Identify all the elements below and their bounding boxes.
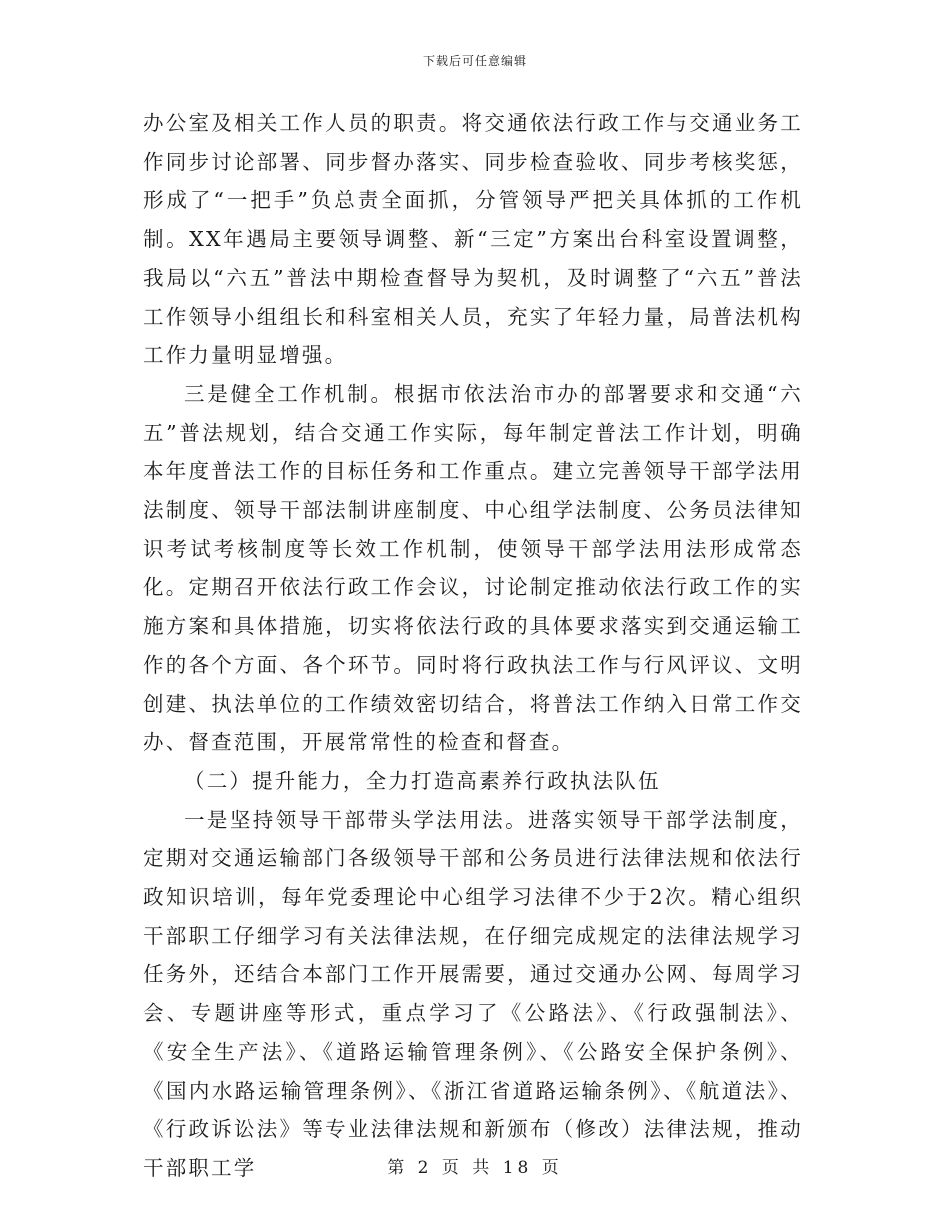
page-header: 下载后可任意编辑: [422, 54, 527, 68]
paragraph-continuation: 办公室及相关工作人员的职责。将交通依法行政工作与交通业务工作同步讨论部署、同步督办落实、同步检查验收、同步考核奖惩，形成了“一把手”负总责全面抓，分管领导严把关具体抓的工作机制。XX年遇局主要领导调整、新“三定”方案出台科室设置调整，我局以“六五”普法中期检查督导为契机，及时调整了“六五”普法工作领导小组组长和科室相关人员，充实了年轻力量，局普法机构工作力量明显增强。: [143, 111, 803, 368]
paragraph-work-mechanism: 三是健全工作机制。根据市依法治市办的部署要求和交通“六五”普法规划，结合交通工作实际，每年制定普法工作计划，明确本年度普法工作的目标任务和工作重点。建立完善领导干部学法用法制度、领导干部法制讲座制度、中心组学法制度、公务员法律知识考试考核制度等长效工作机制，使领导干部学法用法形成常态化。定期召开依法行政工作会议，讨论制定推动依法行政工作的实施方案和具体措施，切实将依法行政的具体要求落实到交通运输工作的各个方面、各个环节。同时将行政执法工作与行风评议、文明创建、执法单位的工作绩效密切结合，将普法工作纳入日常工作交办、督查范围，开展常常性的检查和督查。: [143, 381, 803, 755]
page-footer: 第 2 页 共 18 页: [387, 1158, 563, 1178]
section-heading: （二）提升能力，全力打造高素养行政执法队伍: [184, 768, 661, 793]
document-body: [143, 104, 803, 1188]
paragraph-leadership-study: 一是坚持领导干部带头学法用法。进落实领导干部学法制度，定期对交通运输部门各级领导干部和公务员进行法律法规和依法行政知识培训，每年党委理论中心组学习法律不少于2次。精心组织干部职工仔细学习有关法律法规，在仔细完成规定的法律法规学习任务外，还结合本部门工作开展需要，通过交通办公网、每周学习会、专题讲座等形式，重点学习了《公路法》、《行政强制法》、《安全生产法》、《道路运输管理条例》、《公路安全保护条例》、《国内水路运输管理条例》、《浙江省道路运输条例》、《航道法》、《行政诉讼法》等专业法律法规和新颁布（修改）法律法规，推动干部职工学: [143, 807, 803, 1180]
